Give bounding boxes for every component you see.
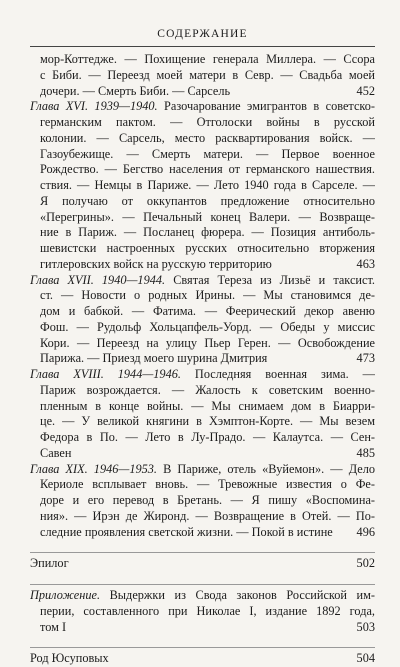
toc-line — [30, 367, 375, 383]
appendix-list — [30, 556, 375, 667]
toc-line-text — [40, 115, 375, 129]
toc-line — [30, 225, 375, 241]
toc-line — [30, 336, 375, 352]
page-number: 503 — [356, 619, 375, 634]
toc-text: Я получаю от оккупантов предложение относительно — [40, 193, 375, 208]
toc-text: Савен — [40, 445, 72, 460]
toc-line — [30, 288, 375, 304]
page-number: 496 — [356, 524, 375, 539]
spacer — [30, 540, 375, 550]
toc-line — [30, 351, 375, 367]
page-number: 504 — [356, 651, 375, 666]
page-header: СОДЕРЖАНИЕ — [157, 28, 248, 40]
toc-text: Кори. — Переезд на улицу Пьер Герен. — Освобождение — [40, 335, 375, 350]
toc-line — [30, 462, 375, 478]
toc-line-text — [30, 462, 375, 476]
toc-text: мор-Коттедже. — Похищение генерала Миллера. — Ссора — [40, 52, 375, 66]
toc-line — [30, 477, 375, 493]
toc-line-text — [40, 225, 375, 239]
toc-line — [30, 493, 375, 509]
toc-line — [30, 68, 375, 84]
toc-text: Федора в По. — Лето в Лу-Прадо. — Калаутса. — Сен- — [40, 430, 375, 444]
toc-text: Разочарование эмигрантов в советско- — [157, 99, 375, 114]
toc-text: Париж возрождается. — Жалость к советским военно- — [40, 382, 375, 397]
toc-line-text — [40, 241, 375, 255]
toc-line-text — [40, 493, 375, 507]
toc-line-text — [30, 556, 351, 572]
toc-line — [30, 147, 375, 163]
toc-line — [30, 620, 375, 636]
toc-line — [30, 162, 375, 178]
toc-text: Последняя военная зима. — — [180, 367, 375, 381]
toc-text: Фош. — Рудольф Хольцапфель-Уорд. — Обеды у миссис — [40, 319, 375, 334]
toc-line-text — [30, 588, 375, 602]
spacer — [30, 635, 375, 645]
toc-line-text — [40, 477, 375, 491]
toc-line-text — [40, 430, 375, 444]
chapter-heading: Приложение. — [30, 588, 101, 602]
toc-text: Эпилог — [30, 556, 69, 571]
toc-line — [30, 399, 375, 415]
spacer — [30, 572, 375, 582]
toc-text: с Биби. — Переезд моей матери в Севр. — Свадьба моей — [40, 67, 375, 82]
toc-text: гитлеровских войск на русскую территорию — [40, 256, 272, 271]
toc-text: Кериоле всплывает вновь. — Тревожные известия о Фе- — [40, 477, 375, 492]
toc-line-text — [40, 288, 375, 302]
page-number: 485 — [356, 445, 375, 460]
toc-text: Выдержки из Свода законов Российской им- — [100, 588, 375, 602]
toc-line — [30, 178, 375, 194]
toc-body — [30, 52, 375, 667]
toc-text: Род Юсуповых — [30, 651, 109, 666]
toc-line-text — [30, 525, 351, 541]
toc-line — [30, 115, 375, 131]
toc-text: шевистски настроенных русских относительно вторжения — [40, 241, 375, 255]
toc-text: следние проявления светской жизни. — Покой в истине — [40, 524, 333, 539]
chapter-heading: Глава XVII. 1940—1944. — [30, 272, 166, 287]
chapter-heading: Глава XVIII. 1944—1946. — [30, 367, 181, 381]
toc-line-text — [40, 52, 375, 66]
toc-text: ние в Париж. — Посланец фюрера. — Позиция антиболь- — [40, 225, 375, 240]
toc-text: це. — У великой княгини в Хэмптон-Корте. — Мы везем — [40, 414, 375, 429]
toc-line-text — [40, 509, 375, 523]
toc-text: «Перегрины». — Печальный конец Валери. — Возвраще- — [40, 209, 375, 224]
toc-line — [30, 446, 375, 462]
toc-line-text — [40, 210, 375, 224]
chapter-heading: Глава XVI. 1939—1940. — [30, 99, 158, 114]
toc-text: дом и бабкой. — Фатима. — Феерический декор авеню — [40, 304, 375, 318]
toc-text: Святая Тереза из Лизьё и таксист. — [165, 272, 375, 287]
toc-line — [30, 131, 375, 147]
toc-line-text — [30, 651, 351, 667]
toc-line-text — [30, 620, 351, 636]
toc-line-text — [30, 99, 375, 113]
toc-text: дочери. — Смерть Биби. — Сарсель — [40, 83, 231, 98]
toc-text: перии, составленного при Николае I, издание 1892 года, — [40, 603, 375, 618]
toc-line — [30, 430, 375, 446]
toc-line — [30, 52, 375, 68]
toc-line-text — [40, 68, 375, 82]
toc-line — [30, 588, 375, 604]
page-number: 473 — [356, 351, 375, 366]
toc-line — [30, 414, 375, 430]
toc-text: Газоубежище. — Смерть матери. — Первое военное — [40, 146, 375, 161]
toc-line-text — [40, 383, 375, 397]
toc-line — [30, 257, 375, 273]
page-number: 502 — [356, 556, 375, 571]
toc-line-text — [30, 257, 351, 273]
toc-line-text — [40, 604, 375, 618]
toc-line-text — [40, 414, 375, 428]
toc-text: Парижа. — Приезд моего шурина Дмитрия — [40, 351, 268, 366]
toc-line — [30, 273, 375, 289]
toc-line-text — [30, 446, 351, 462]
toc-line-text — [40, 162, 375, 176]
page-number: 452 — [356, 83, 375, 98]
toc-line — [30, 194, 375, 210]
toc-line — [30, 304, 375, 320]
toc-text: ствия. — Немцы в Париже. — Лето 1940 года в Сарселе. — — [40, 178, 375, 192]
toc-line-text — [40, 320, 375, 334]
separator — [30, 647, 375, 648]
toc-list — [30, 52, 375, 540]
toc-line — [30, 509, 375, 525]
header-rule — [30, 46, 375, 47]
toc-text: доре и его перевод в Бретань. — Я пишу «Воспомина- — [40, 493, 375, 507]
toc-line — [30, 383, 375, 399]
toc-line-text — [40, 336, 375, 350]
toc-text: Рождество. — Бегство населения от германского нашествия. — [40, 162, 375, 177]
toc-line-text — [40, 131, 375, 145]
toc-line — [30, 320, 375, 336]
toc-line-text — [40, 194, 375, 208]
toc-text: В Париже, отель «Вуйемон». — Дело — [157, 461, 375, 476]
toc-line — [30, 84, 375, 100]
toc-line-text — [40, 147, 375, 161]
toc-line — [30, 556, 375, 572]
toc-text: ст. — Новости о родных Ирины. — Мы становимся де- — [40, 288, 375, 303]
toc-text: пленным в конце войны. — Мы снимаем дом в Биарри- — [40, 398, 375, 413]
separator — [30, 552, 375, 553]
toc-line-text — [30, 84, 351, 100]
toc-text: том I — [40, 619, 67, 634]
toc-line — [30, 99, 375, 115]
toc-line — [30, 525, 375, 541]
toc-line-text — [30, 273, 375, 287]
toc-line — [30, 210, 375, 226]
toc-line-text — [30, 351, 351, 367]
toc-line-text — [40, 178, 375, 192]
toc-line — [30, 241, 375, 257]
toc-line-text — [40, 399, 375, 413]
separator — [30, 584, 375, 585]
toc-text: германским пактом. — Отголоски войны в русской — [40, 115, 375, 129]
toc-line — [30, 604, 375, 620]
toc-line — [30, 651, 375, 667]
chapter-heading: Глава XIX. 1946—1953. — [30, 461, 157, 476]
toc-text: колонии. — Сарсель, место расквартирования войск. — — [40, 130, 375, 145]
page-number: 463 — [356, 256, 375, 271]
toc-text: ния». — Ирэн де Жиронд. — Возвращение в Отей. — По- — [40, 508, 375, 523]
toc-line-text — [30, 367, 375, 381]
toc-line-text — [40, 304, 375, 318]
